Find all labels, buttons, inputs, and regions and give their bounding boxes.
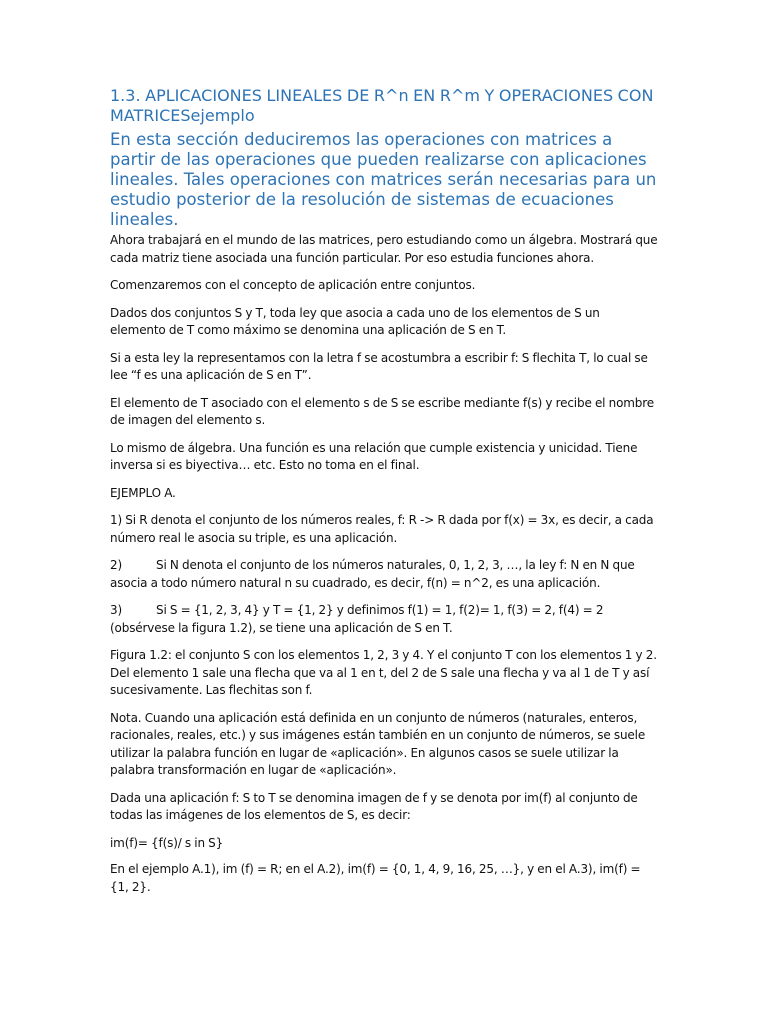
paragraph: Comenzaremos con el concepto de aplicación entre conjuntos. bbox=[110, 278, 476, 292]
paragraph: Dados dos conjuntos S y T, toda ley que asocia a cada uno de los elementos de S un elemento de T como máximo se denomina una aplicación de S en T. bbox=[110, 305, 600, 337]
formula: im(f)= {f(s)/ s in S} bbox=[110, 835, 224, 850]
example-item-1: 1) Si R denota el conjunto de los números reales, f: R -> R dada por f(x) = 3x, es decir, a cada número real le asocia su triple, es una aplicación. bbox=[110, 513, 654, 545]
example-heading: EJEMPLO A. bbox=[110, 485, 176, 500]
document-page bbox=[110, 86, 658, 906]
item-text: Si N denota el conjunto de los números naturales, 0, 1, 2, 3, …, la ley f: N en N que asocia a todo número natural n su cuadrado, es decir, f(n) = n^2, es una aplicación. bbox=[110, 558, 635, 590]
paragraph: Dada una aplicación f: S to T se denomina imagen de f y se denota por im(f) al conjunto de todas las imágenes de los elementos de S, es decir: bbox=[110, 790, 638, 822]
example-item-3 bbox=[110, 602, 658, 637]
figure-description: Figura 1.2: el conjunto S con los elementos 1, 2, 3 y 4. Y el conjunto T con los elementos 1 y 2. Del elemento 1 sale una flecha que va al 1 en t, del 2 de S sale una flecha y va al 1 de T y así sucesivamente. Las flechitas son f. bbox=[110, 648, 657, 697]
paragraph: Lo mismo de álgebra. Una función es una relación que cumple existencia y unicidad. Tiene inversa si es biyectiva… etc. Esto no toma en el final. bbox=[110, 440, 638, 472]
item-number: 3) bbox=[110, 603, 123, 617]
paragraph: Ahora trabajará en el mundo de las matrices, pero estudiando como un álgebra. Mostrará que cada matriz tiene asociada una función particular. Por eso estudia funciones ahora. bbox=[110, 233, 658, 265]
paragraph: Si a esta ley la representamos con la letra f se acostumbra a escribir f: S flechita T, lo cual se lee “f es una aplicación de S en T”. bbox=[110, 350, 648, 382]
item-number: 2) bbox=[110, 558, 123, 572]
paragraph: En el ejemplo A.1), im (f) = R; en el A.2), im(f) = {0, 1, 4, 9, 16, 25, …}, y en el A.3), im(f) = {1, 2}. bbox=[110, 862, 641, 894]
note-paragraph: Nota. Cuando una aplicación está definida en un conjunto de números (naturales, enteros, racionales, reales, etc.) y sus imágenes están también en un conjunto de números, se suele utilizar la palabra función en lugar de «aplicación». En algunos casos se suele utilizar la palabra transformación en lugar de «aplicación». bbox=[110, 710, 646, 777]
section-title: 1.3. APLICACIONES LINEALES DE R^n EN R^m Y OPERACIONES CON MATRICESejemplo bbox=[110, 86, 654, 125]
paragraph: El elemento de T asociado con el elemento s de S se escribe mediante f(s) y recibe el nombre de imagen del elemento s. bbox=[110, 395, 655, 427]
item-text: Si S = {1, 2, 3, 4} y T = {1, 2} y definimos f(1) = 1, f(2)= 1, f(3) = 2, f(4) = 2 (obsérvese la figura 1.2), se tiene una aplicación de S en T. bbox=[110, 603, 604, 635]
section-intro: En esta sección deduciremos las operaciones con matrices a partir de las operaciones que pueden realizarse con aplicaciones lineales. Tales operaciones con matrices serán necesarias para un estudio posterior de la resolución de sistemas de ecuaciones lineales. bbox=[110, 130, 657, 229]
example-item-2 bbox=[110, 557, 658, 592]
